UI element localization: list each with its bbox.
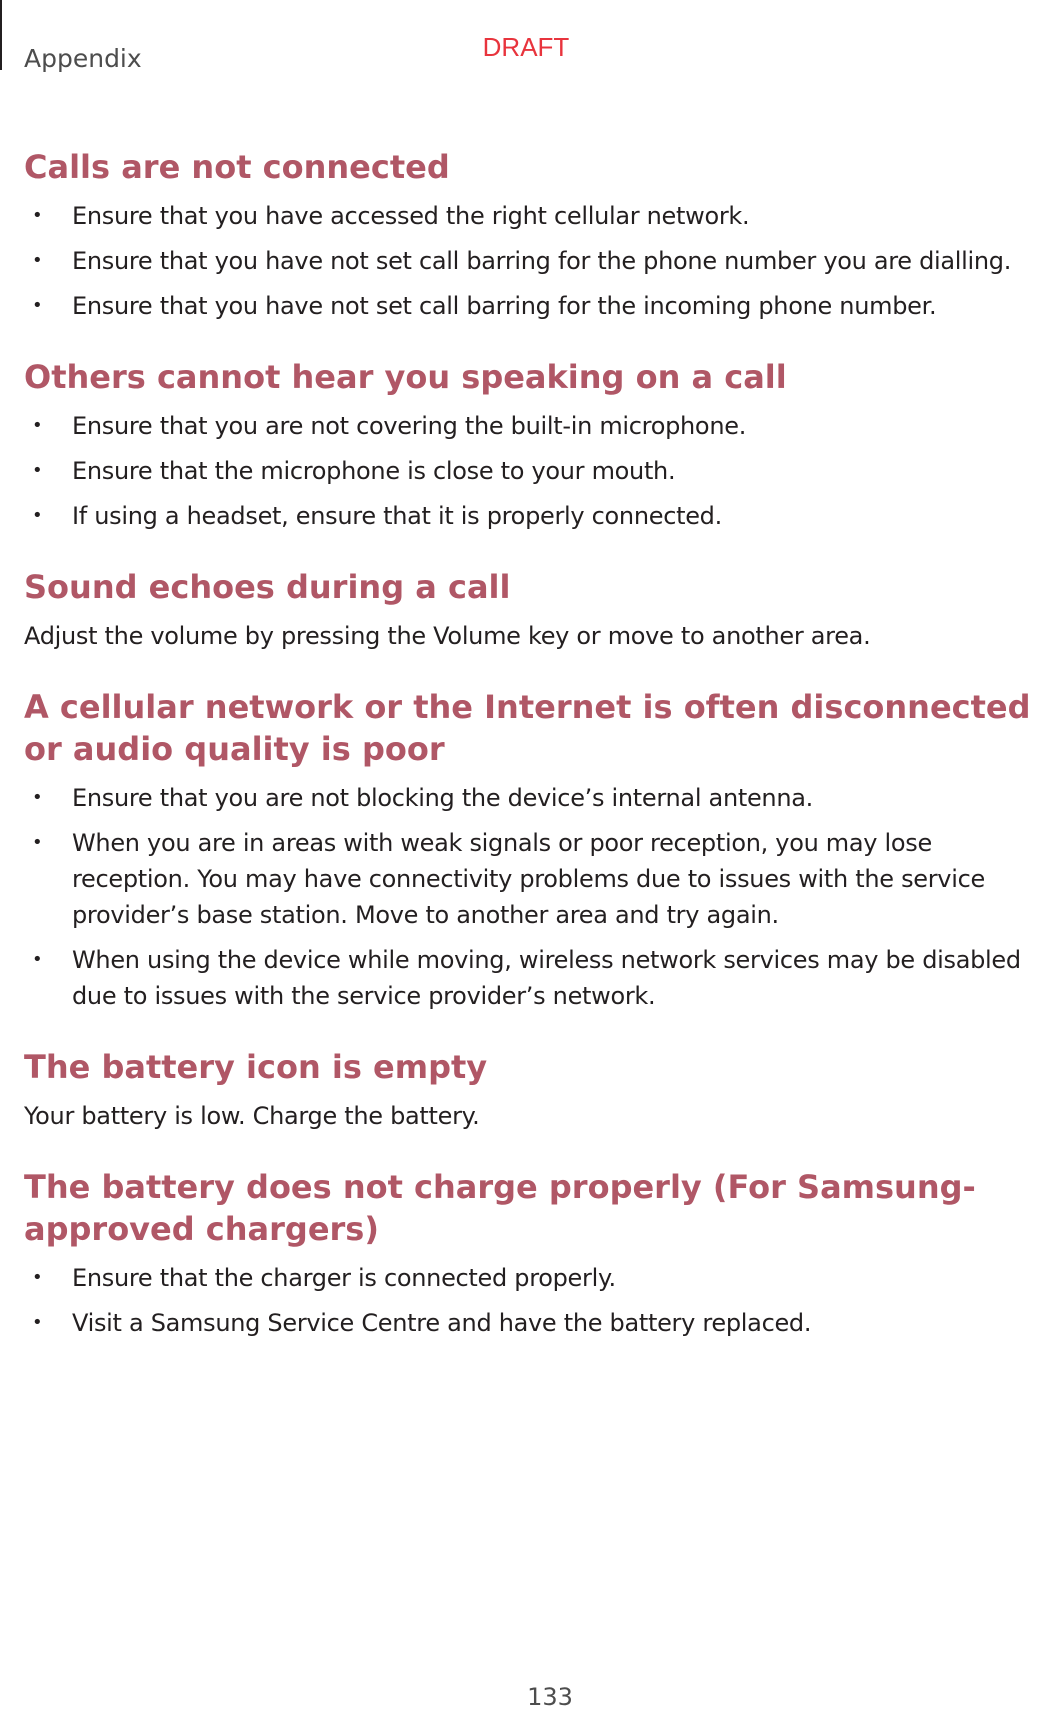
section-network-disconnected [24, 686, 1044, 1014]
section-paragraph: Your battery is low. Charge the battery. [24, 1102, 480, 1130]
section-title: Sound echoes during a call [24, 568, 511, 606]
bullet-item [24, 942, 1044, 1014]
bullet-list [24, 408, 1044, 534]
bullet-item [24, 1305, 1044, 1341]
section-battery-not-charging [24, 1166, 1044, 1341]
section-title: Others cannot hear you speaking on a call [24, 358, 787, 396]
bullet-item [24, 780, 1044, 816]
page-content [24, 146, 1044, 1373]
bullet-text: Ensure that you have accessed the right cellular network. [72, 202, 750, 230]
page-number: 133 [527, 1683, 573, 1711]
bullet-icon: • [32, 205, 43, 226]
chapter-label: Appendix [24, 44, 142, 73]
bullet-list [24, 1260, 1044, 1341]
section-calls-not-connected [24, 146, 1044, 324]
bullet-icon: • [32, 949, 43, 970]
section-title: The battery icon is empty [24, 1048, 488, 1086]
bullet-icon: • [32, 295, 43, 316]
bullet-item [24, 453, 1044, 489]
section-title: Calls are not connected [24, 148, 450, 186]
bullet-icon: • [32, 415, 43, 436]
section-battery-empty [24, 1046, 1044, 1134]
bullet-text: Ensure that the microphone is close to your mouth. [72, 457, 676, 485]
bullet-icon: • [32, 505, 43, 526]
bullet-item [24, 288, 1044, 324]
bullet-text: Ensure that the charger is connected properly. [72, 1264, 616, 1292]
bullet-text: Ensure that you have not set call barring for the phone number you are dialling. [72, 247, 1012, 275]
section-paragraph: Adjust the volume by pressing the Volume key or move to another area. [24, 622, 871, 650]
section-title: A cellular network or the Internet is often disconnected or audio quality is poor [24, 688, 1031, 768]
bullet-item [24, 243, 1044, 279]
bullet-text: If using a headset, ensure that it is properly connected. [72, 502, 722, 530]
section-others-cannot-hear [24, 356, 1044, 534]
bullet-text: Visit a Samsung Service Centre and have the battery replaced. [72, 1309, 812, 1337]
bullet-icon: • [32, 460, 43, 481]
bullet-icon: • [32, 832, 43, 853]
draft-watermark: DRAFT [482, 32, 570, 62]
bullet-text: Ensure that you are not blocking the device’s internal antenna. [72, 784, 813, 812]
bullet-item [24, 498, 1044, 534]
bullet-icon: • [32, 1312, 43, 1333]
bullet-text: Ensure that you have not set call barring for the incoming phone number. [72, 292, 937, 320]
bullet-list [24, 198, 1044, 324]
section-sound-echoes [24, 566, 1044, 654]
bullet-list [24, 780, 1044, 1014]
section-title: The battery does not charge properly (For Samsung-approved chargers) [24, 1168, 976, 1248]
bullet-item [24, 408, 1044, 444]
bullet-icon: • [32, 787, 43, 808]
bullet-item [24, 1260, 1044, 1296]
bullet-item [24, 198, 1044, 234]
bullet-item [24, 825, 1044, 933]
bullet-text: Ensure that you are not covering the built-in microphone. [72, 412, 747, 440]
bullet-text: When using the device while moving, wireless network services may be disabled due to issues with the service provider’s network. [72, 946, 1021, 1010]
bullet-text: When you are in areas with weak signals or poor reception, you may lose reception. You may have connectivity problems due to issues with the service provider’s base station. Move to another area and try again. [72, 829, 985, 929]
bullet-icon: • [32, 1267, 43, 1288]
bullet-icon: • [32, 250, 43, 271]
